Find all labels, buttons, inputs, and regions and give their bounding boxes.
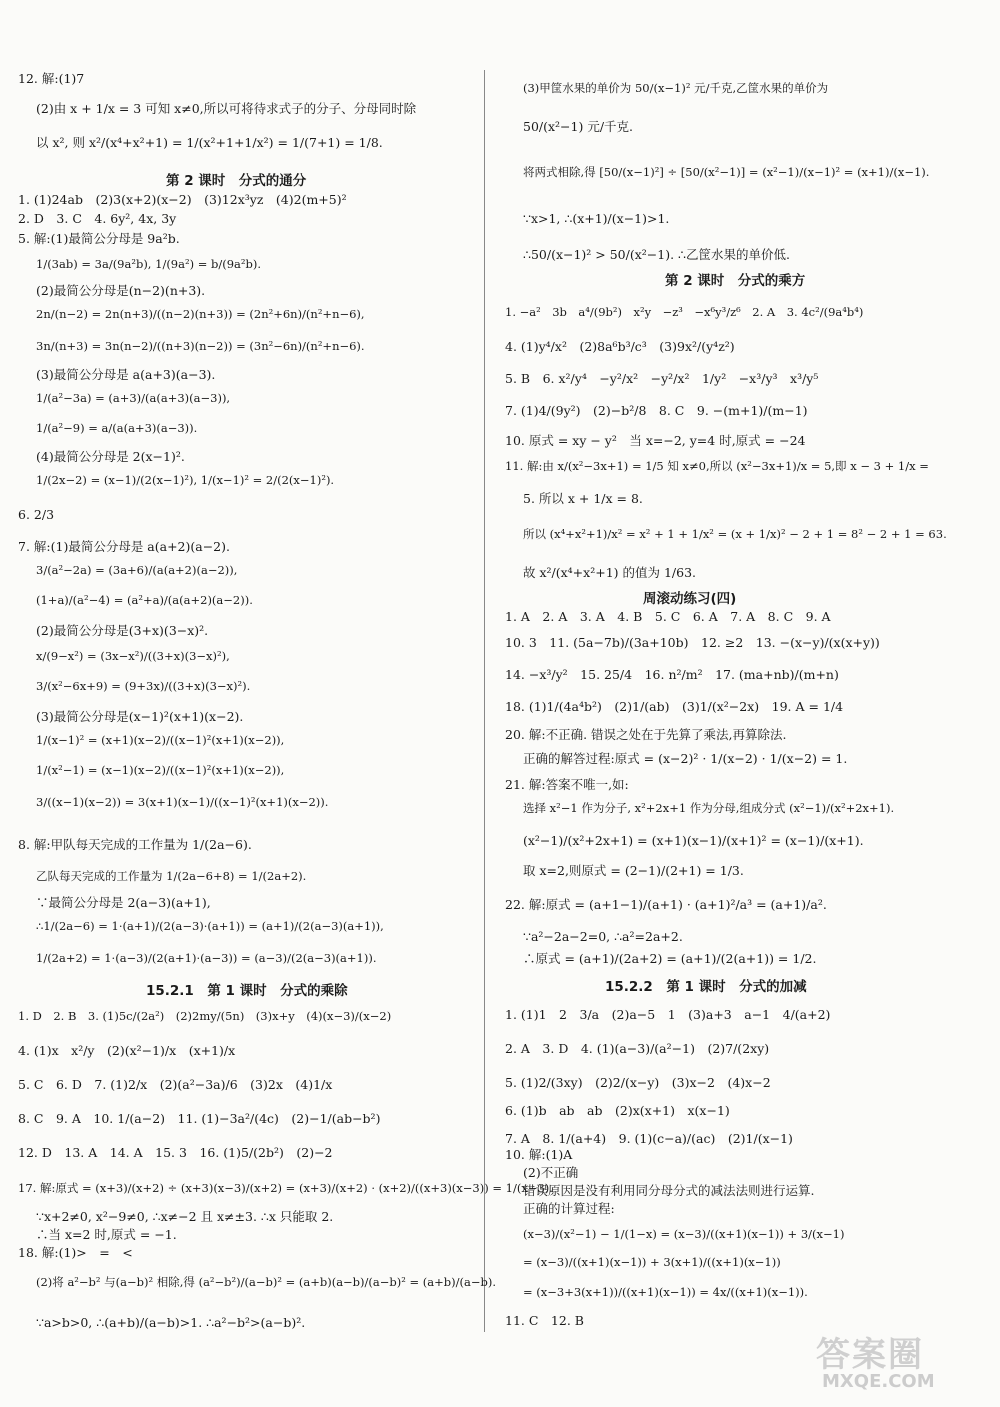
- answer-line: 正确的解答过程:原式 = (x−2)² · 1/(x−2) · 1/(x−2) = 1.: [523, 751, 848, 766]
- answer-line: 将两式相除,得 [50/(x−1)²] ÷ [50/(x²−1)] = (x²−1)/(x−1)² = (x+1)/(x−1).: [523, 165, 930, 179]
- answer-line: 11. 解:由 x/(x²−3x+1) = 1/5 知 x≠0,所以 (x²−3x+1)/x = 5,即 x − 3 + 1/x =: [505, 459, 929, 473]
- answer-line: 50/(x²−1) 元/千克.: [523, 119, 634, 134]
- answer-line: 以 x², 则 x²/(x⁴+x²+1) = 1/(x²+1+1/x²) = 1/(7+1) = 1/8.: [36, 135, 383, 150]
- answer-line: 2. D 3. C 4. 6y², 4x, 3y: [18, 211, 177, 226]
- answer-line: ∴1/(2a−6) = 1·(a+1)/(2(a−3)·(a+1)) = (a+1)/(2(a−3)(a+1)),: [36, 919, 384, 933]
- watermark-badge: 答案圈: [816, 1335, 924, 1375]
- answer-line: 22. 解:原式 = (a+1−1)/(a+1) · (a+1)²/a³ = (a+1)/a².: [505, 897, 827, 912]
- answer-line: 选择 x²−1 作为分子, x²+2x+1 作为分母,组成分式 (x²−1)/(x²+2x+1).: [523, 801, 895, 815]
- watermark-logo: [808, 1325, 978, 1397]
- answer-line: 2. A 3. D 4. (1)(a−3)/(a²−1) (2)7/(2xy): [505, 1041, 770, 1056]
- answer-line: 5. 解:(1)最简公分母是 9a²b.: [18, 231, 180, 246]
- answer-line: 18. 解:(1)> = <: [18, 1245, 133, 1260]
- answer-line: (2)由 x + 1/x = 3 可知 x≠0,所以可将待求式子的分子、分母同时除: [36, 101, 417, 116]
- section-heading: 15.2.2 第 1 课时 分式的加减: [605, 979, 807, 995]
- answer-line: 1. −a² 3b a⁴/(9b²) x²y −z³ −x⁶y³/z⁶ 2. A 3. 4c²/(9a⁴b⁴): [505, 305, 864, 319]
- answer-line: ∵a²−2a−2=0, ∴a²=2a+2.: [523, 929, 683, 944]
- answer-line: 1/(2x−2) = (x−1)/(2(x−1)²), 1/(x−1)² = 2/(2(x−1)²).: [36, 473, 335, 487]
- answer-line: (2)不正确: [523, 1165, 579, 1180]
- answer-line: 1/(x²−1) = (x−1)(x−2)/((x−1)²(x+1)(x−2)),: [36, 763, 285, 777]
- answer-line: x/(9−x²) = (3x−x²)/((3+x)(3−x)²),: [36, 649, 230, 663]
- answer-line: 1/(3ab) = 3a/(9a²b), 1/(9a²) = b/(9a²b).: [36, 257, 262, 271]
- answer-line: (1+a)/(a²−4) = (a²+a)/(a(a+2)(a−2)).: [36, 593, 253, 607]
- answer-line: 20. 解:不正确. 错误之处在于先算了乘法,再算除法.: [505, 727, 787, 742]
- answer-line: 7. (1)4/(9y²) (2)−b²/8 8. C 9. −(m+1)/(m−1): [505, 403, 808, 418]
- answer-line: 3n/(n+3) = 3n(n−2)/((n+3)(n−2)) = (3n²−6n)/(n²+n−6).: [36, 339, 365, 353]
- section-heading: 第 2 课时 分式的乘方: [665, 273, 806, 289]
- answer-line: 取 x=2,则原式 = (2−1)/(2+1) = 1/3.: [523, 863, 744, 878]
- answer-line: ∵a>b>0, ∴(a+b)/(a−b)>1. ∴a²−b²>(a−b)².: [36, 1315, 306, 1330]
- section-heading: 第 2 课时 分式的通分: [166, 173, 307, 189]
- answer-line: (2)最简公分母是(3+x)(3−x)².: [36, 623, 209, 638]
- column-divider: [484, 70, 485, 1332]
- answer-line: 17. 解:原式 = (x+3)/(x+2) ÷ (x+3)(x−3)/(x+2) = (x+3)/(x+2) · (x+2)/((x+3)(x−3)) = 1/(x−3).: [18, 1181, 553, 1195]
- watermark-site: MXQE.COM: [822, 1371, 935, 1392]
- answer-line: (4)最简公分母是 2(x−1)².: [36, 449, 185, 464]
- answer-line: 1/(x−1)² = (x+1)(x−2)/((x−1)²(x+1)(x−2)),: [36, 733, 285, 747]
- answer-line: 6. (1)b ab ab (2)x(x+1) x(x−1): [505, 1103, 730, 1118]
- answer-line: 4. (1)x x²/y (2)(x²−1)/x (x+1)/x: [18, 1043, 236, 1058]
- answer-line: ∴50/(x−1)² > 50/(x²−1). ∴乙筐水果的单价低.: [523, 247, 790, 262]
- answer-line: = (x−3+3(x+1))/((x+1)(x−1)) = 4x/((x+1)(x−1)).: [523, 1285, 808, 1299]
- section-heading: 周滚动练习(四): [643, 591, 737, 607]
- answer-line: 7. A 8. 1/(a+4) 9. (1)(c−a)/(ac) (2)1/(x−1): [505, 1131, 793, 1146]
- answer-line: 10. 解:(1)A: [505, 1147, 573, 1162]
- answer-line: ∵x+2≠0, x²−9≠0, ∴x≠−2 且 x≠±3. ∴x 只能取 2.: [36, 1209, 334, 1224]
- answer-line: 18. (1)1/(4a⁴b²) (2)1/(ab) (3)1/(x²−2x) 19. A = 1/4: [505, 699, 844, 714]
- answer-line: (x²−1)/(x²+2x+1) = (x+1)(x−1)/(x+1)² = (x−1)/(x+1).: [523, 833, 864, 848]
- answer-line: 10. 3 11. (5a−7b)/(3a+10b) 12. ≥2 13. −(x−y)/(x(x+y)): [505, 635, 880, 650]
- answer-line: 所以 (x⁴+x²+1)/x² = x² + 1 + 1/x² = (x + 1/x)² − 2 + 1 = 8² − 2 + 1 = 63.: [523, 527, 947, 541]
- answer-line: (x−3)/(x²−1) − 1/(1−x) = (x−3)/((x+1)(x−1)) + 3/(x−1): [523, 1227, 845, 1241]
- answer-line: ∴原式 = (a+1)/(2a+2) = (a+1)/(2(a+1)) = 1/2.: [523, 951, 817, 966]
- answer-line: (2)将 a²−b² 与(a−b)² 相除,得 (a²−b²)/(a−b)² = (a+b)(a−b)/(a−b)² = (a+b)/(a−b).: [36, 1275, 496, 1289]
- answer-line: 1. (1)1 2 3/a (2)a−5 1 (3)a+3 a−1 4/(a+2): [505, 1007, 831, 1022]
- answer-line: 11. C 12. B: [505, 1313, 584, 1328]
- answer-line: 5. (1)2/(3xy) (2)2/(x−y) (3)x−2 (4)x−2: [505, 1075, 771, 1090]
- answer-line: 正确的计算过程:: [523, 1201, 615, 1216]
- answer-line: 12. D 13. A 14. A 15. 3 16. (1)5/(2b²) (2)−2: [18, 1145, 333, 1160]
- answer-line: 1. D 2. B 3. (1)5c/(2a²) (2)2my/(5n) (3)x+y (4)(x−3)/(x−2): [18, 1009, 392, 1023]
- answer-line: 5. 所以 x + 1/x = 8.: [523, 491, 643, 506]
- answer-line: 12. 解:(1)7: [18, 71, 85, 86]
- answer-line: 10. 原式 = xy − y² 当 x=−2, y=4 时,原式 = −24: [505, 433, 806, 448]
- answer-line: 5. B 6. x²/y⁴ −y²/x² −y²/x² 1/y² −x³/y³ x³/y⁵: [505, 371, 819, 386]
- answer-line: 6. 2/3: [18, 507, 55, 522]
- answer-line: 错误原因是没有利用同分母分式的减法法则进行运算.: [523, 1183, 815, 1198]
- answer-line: 1. (1)24ab (2)3(x+2)(x−2) (3)12x³yz (4)2(m+5)²: [18, 192, 347, 207]
- answer-line: 1/(2a+2) = 1·(a−3)/(2(a+1)·(a−3)) = (a−3)/(2(a−3)(a+1)).: [36, 951, 377, 965]
- answer-line: (3)甲筐水果的单价为 50/(x−1)² 元/千克,乙筐水果的单价为: [523, 81, 829, 95]
- answer-line: 1/(a²−3a) = (a+3)/(a(a+3)(a−3)),: [36, 391, 231, 405]
- answer-line: 2n/(n−2) = 2n(n+3)/((n−2)(n+3)) = (2n²+6n)/(n²+n−6),: [36, 307, 365, 321]
- answer-line: (3)最简公分母是(x−1)²(x+1)(x−2).: [36, 709, 244, 724]
- answer-line: 3/((x−1)(x−2)) = 3(x+1)(x−1)/((x−1)²(x+1)(x−2)).: [36, 795, 329, 809]
- answer-line: 3/(a²−2a) = (3a+6)/(a(a+2)(a−2)),: [36, 563, 238, 577]
- answer-line: 乙队每天完成的工作量为 1/(2a−6+8) = 1/(2a+2).: [36, 869, 307, 883]
- answer-line: 故 x²/(x⁴+x²+1) 的值为 1/63.: [523, 565, 697, 580]
- answer-line: 8. C 9. A 10. 1/(a−2) 11. (1)−3a²/(4c) (2)−1/(ab−b²): [18, 1111, 381, 1126]
- section-heading: 15.2.1 第 1 课时 分式的乘除: [146, 983, 348, 999]
- answer-line: 21. 解:答案不唯一,如:: [505, 777, 629, 792]
- answer-line: ∴当 x=2 时,原式 = −1.: [36, 1227, 177, 1242]
- answer-line: 4. (1)y⁴/x² (2)8a⁶b³/c³ (3)9x²/(y⁴z²): [505, 339, 735, 354]
- answer-line: = (x−3)/((x+1)(x−1)) + 3(x+1)/((x+1)(x−1)): [523, 1255, 781, 1269]
- answer-line: (3)最简公分母是 a(a+3)(a−3).: [36, 367, 216, 382]
- answer-line: 1/(a²−9) = a/(a(a+3)(a−3)).: [36, 421, 198, 435]
- answer-line: 8. 解:甲队每天完成的工作量为 1/(2a−6).: [18, 837, 252, 852]
- answer-line: 3/(x²−6x+9) = (9+3x)/((3+x)(3−x)²).: [36, 679, 251, 693]
- answer-line: 5. C 6. D 7. (1)2/x (2)(a²−3a)/6 (3)2x (4)1/x: [18, 1077, 333, 1092]
- answer-line: ∵x>1, ∴(x+1)/(x−1)>1.: [523, 211, 670, 226]
- answer-line: ∵最简公分母是 2(a−3)(a+1),: [36, 895, 211, 910]
- answer-line: 7. 解:(1)最简公分母是 a(a+2)(a−2).: [18, 539, 230, 554]
- answer-line: 14. −x³/y² 15. 25/4 16. n²/m² 17. (ma+nb)/(m+n): [505, 667, 839, 682]
- answer-line: (2)最简公分母是(n−2)(n+3).: [36, 283, 206, 298]
- answer-line: 1. A 2. A 3. A 4. B 5. C 6. A 7. A 8. C 9. A: [505, 609, 831, 624]
